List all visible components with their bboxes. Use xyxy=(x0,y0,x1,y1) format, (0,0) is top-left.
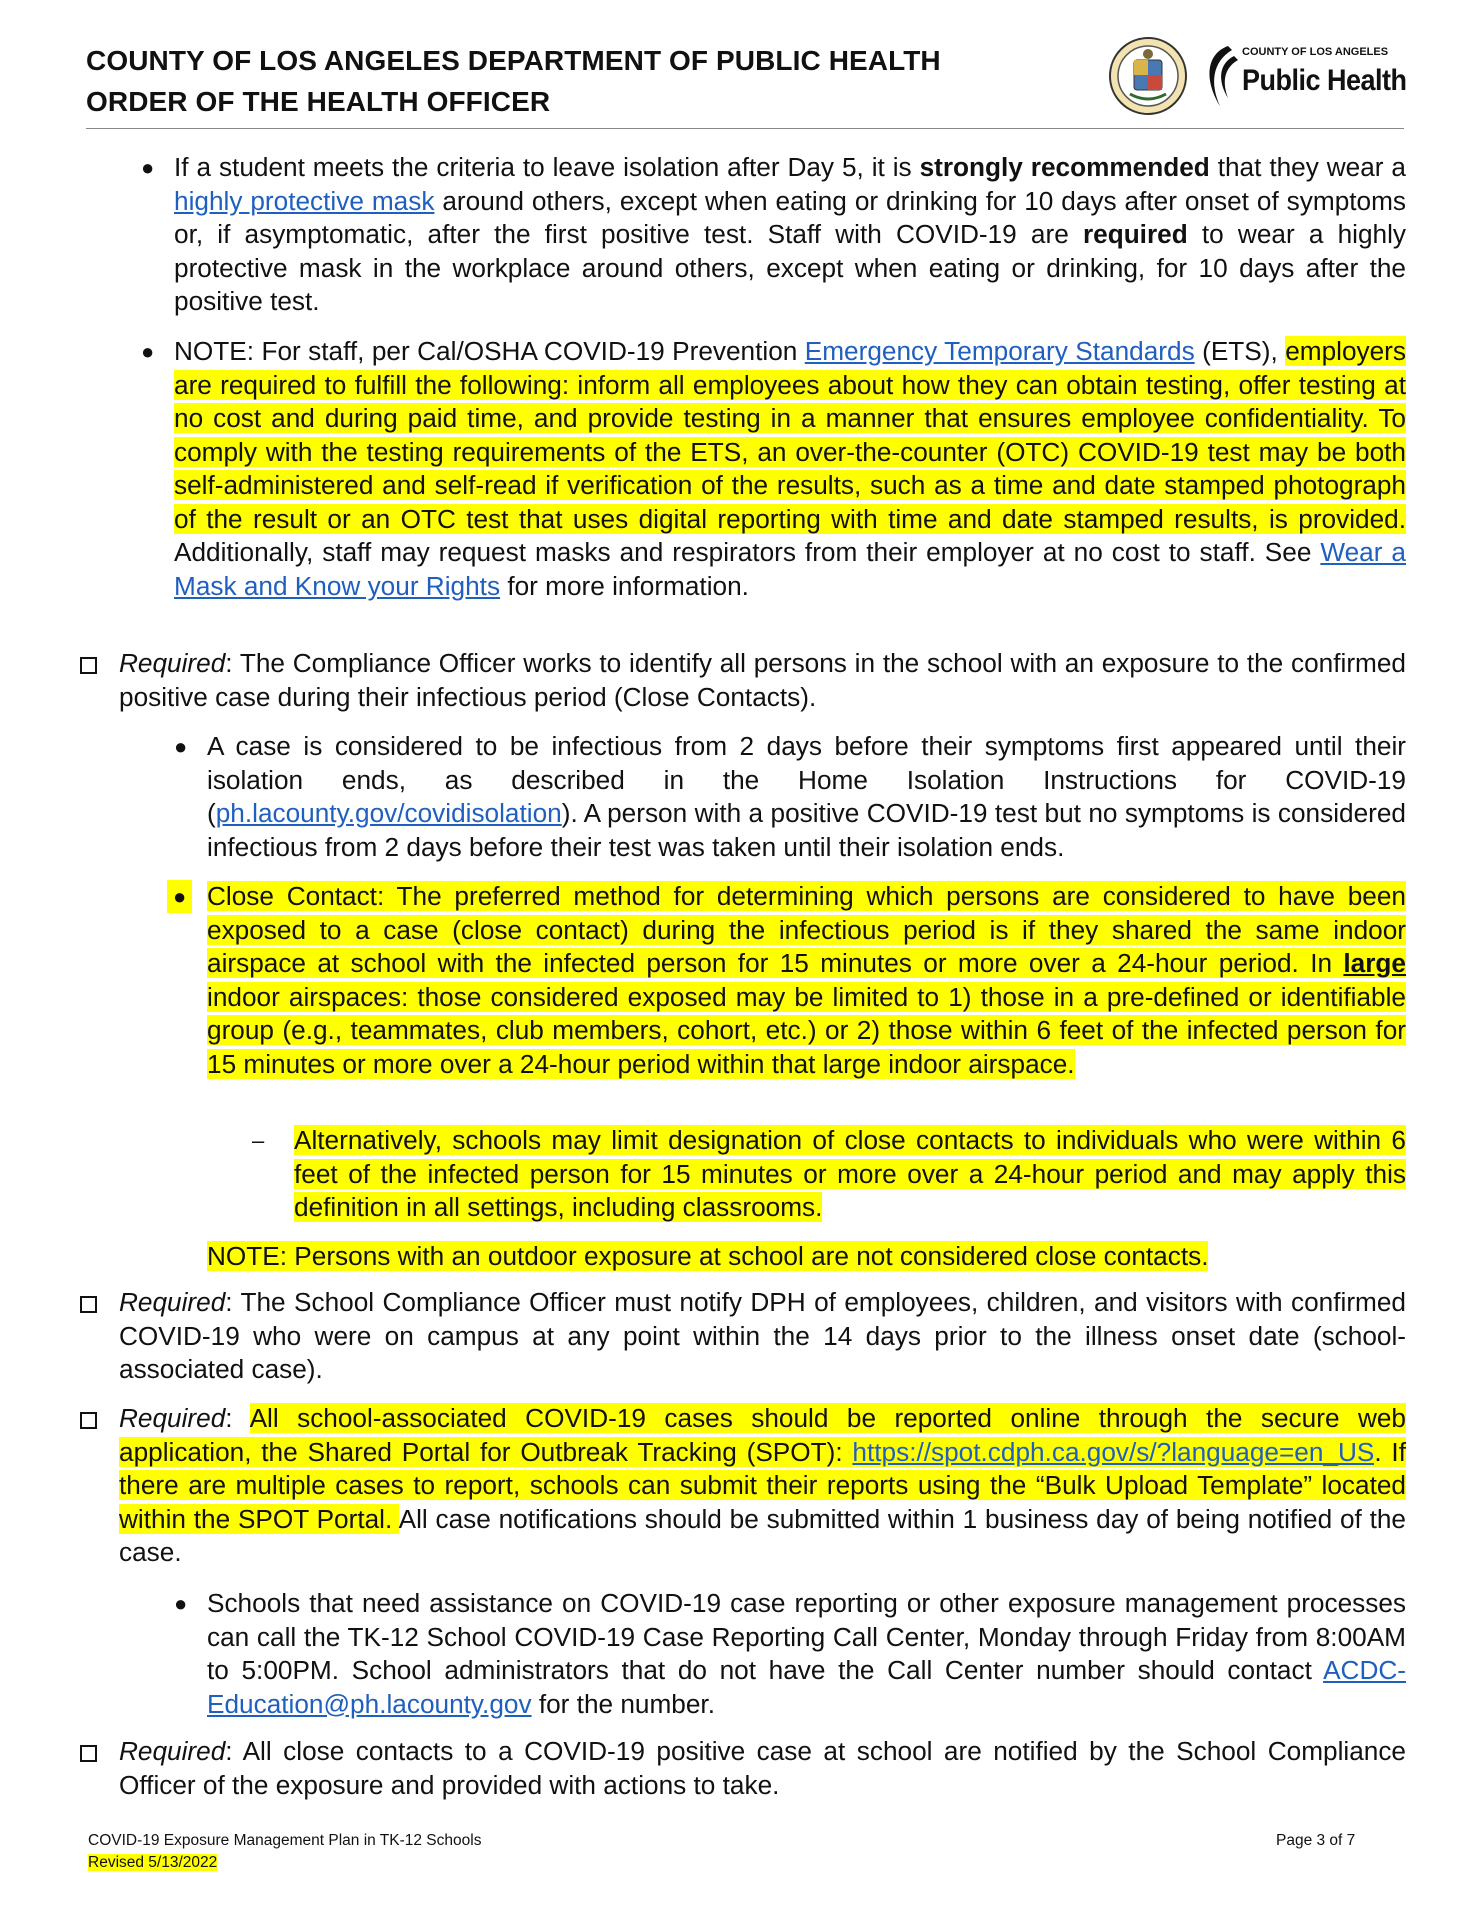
bullet-icon: ● xyxy=(174,1591,188,1616)
highlighted-text: NOTE: Persons with an outdoor exposure at school are not considered close contacts. xyxy=(207,1241,1209,1271)
checkbox-icon xyxy=(80,1296,97,1313)
wear-a-mask-rights-link[interactable]: Wear a Mask and Know your Rights xyxy=(174,537,1406,601)
list-item-infectious-period xyxy=(207,730,1406,864)
checkbox-icon xyxy=(80,1745,97,1762)
highlighted-text: . If there are multiple cases to report, schools can submit their reports using the “Bulk Upload Template” located within the SPOT Portal. xyxy=(119,1436,1406,1534)
highlighted-text: large xyxy=(1343,948,1406,978)
list-item-staff-note xyxy=(174,335,1406,603)
text-span: to wear a highly protective mask in the workplace around others, except when eating or drinking, for 10 days after the positive test. xyxy=(174,219,1406,316)
bullet-icon: ● xyxy=(174,734,188,759)
revised-date: Revised 5/13/2022 xyxy=(88,1854,218,1871)
highlighted-text: All school-associated COVID-19 cases should be reported online through the secure web application, the Shared Portal for Outbreak Tracking (SPOT): xyxy=(119,1403,1406,1467)
logo-county-text: COUNTY OF LOS ANGELES xyxy=(1242,46,1389,58)
highlighted-text: employers are required to fulfill the following: inform all employees about how they can obtain testing, offer testing at no cost and during paid time, and provide testing in a manner that ensures employee confidentiality. To comply with the testing requirements of the ETS, an over-the-counter (OTC) COVID-19 test may be both self-administered and self-read if verification of the results, such as a time and date stamped photograph of the result or an OTC test that uses digital reporting with time and date stamped results, is provided. xyxy=(174,336,1406,534)
county-seal-icon xyxy=(1108,36,1188,116)
text-span: for more information. xyxy=(500,570,749,601)
page-header xyxy=(86,40,941,122)
text-span: : The School Compliance Officer must notify DPH of employees, children, and visitors with confirmed COVID-19 who were on campus at any point within the 14 days prior to the illness onset date (school-associated case). xyxy=(119,1287,1406,1384)
highlighted-text: Close Contact: The preferred method for determining which persons are considered to have been exposed to a case (close contact) during the infectious period is if they shared the same indoor airspace at school with the infected person for 15 minutes or more over a 24-hour period. In xyxy=(207,881,1406,978)
text-span: Schools that need assistance on COVID-19 case reporting or other exposure management processes can call the TK-12 School COVID-19 Case Reporting Call Center, Monday through Friday from 8:00AM to 5:00PM. School administrators that do not have the Call Center number should contact xyxy=(207,1588,1406,1685)
text-span: : All close contacts to a COVID-19 positive case at school are notified by the School Compliance Officer of the exposure and provided with actions to take. xyxy=(119,1736,1406,1800)
text-span: for the number. xyxy=(531,1688,715,1719)
public-health-logo xyxy=(1198,40,1408,112)
highlighted-text: indoor airspaces: those considered exposed may be limited to 1) those in a pre-defined or identifiable group (e.g., teammates, club members, cohort, etc.) or 2) those within 6 feet of the infected person for 15 minutes or more over a 24-hour period within that large indoor airspace. xyxy=(207,981,1406,1079)
logo-public-health-text: Public Health xyxy=(1242,64,1407,97)
note-outdoor-exposure xyxy=(207,1240,1406,1274)
text-span: : xyxy=(225,1403,250,1433)
acdc-email-link[interactable]: ACDC-Education@ph.lacounty.gov xyxy=(207,1655,1406,1719)
highlighted-text: Alternatively, schools may limit designation of close contacts to individuals who were within 6 feet of the infected person for 15 minutes or more over a 24-hour period and may apply this definition in all settings, including classrooms. xyxy=(294,1125,1406,1222)
required-label: Required xyxy=(119,1403,226,1433)
text-span: If a student meets the criteria to leave isolation after Day 5, it is xyxy=(174,152,920,182)
text-span: Additionally, staff may request masks and respirators from their employer at no cost to staff. See xyxy=(174,537,1321,567)
footer-page-number: Page 3 of 7 xyxy=(1276,1832,1356,1849)
footer-doc-title: COVID-19 Exposure Management Plan in TK-12 Schools xyxy=(88,1832,482,1849)
spot-portal-link[interactable]: https://spot.cdph.ca.gov/s/?language=en_US xyxy=(852,1436,1375,1467)
text-span: around others, except when eating or drinking for 10 days after onset of symptoms or, if asymptomatic, after the first positive test. Staff with COVID-19 are xyxy=(174,185,1407,249)
required-label: Required xyxy=(119,1736,226,1766)
checkbox-icon xyxy=(80,1412,97,1429)
checkbox-icon xyxy=(80,657,97,674)
ets-link[interactable]: Emergency Temporary Standards xyxy=(804,336,1195,366)
list-item-alternative-designation xyxy=(294,1124,1406,1225)
text-span: NOTE: For staff, per Cal/OSHA COVID-19 Prevention xyxy=(174,336,805,366)
required-item-spot-reporting xyxy=(119,1402,1406,1570)
list-item-call-center xyxy=(207,1587,1406,1721)
highly-protective-mask-link[interactable]: highly protective mask xyxy=(174,185,435,216)
required-label: Required xyxy=(119,648,226,678)
dash-marker: – xyxy=(252,1128,265,1153)
footer-revised-date xyxy=(88,1852,217,1873)
header-line-2: ORDER OF THE HEALTH OFFICER xyxy=(86,86,551,117)
covid-isolation-link[interactable]: ph.lacounty.gov/covidisolation xyxy=(215,798,562,828)
header-divider xyxy=(86,128,1404,129)
bullet-icon: ● xyxy=(141,339,155,364)
bullet-icon: ● xyxy=(141,155,155,180)
required-item-identify-contacts xyxy=(119,647,1406,714)
bullet-icon: ● xyxy=(167,880,192,913)
text-span: : The Compliance Officer works to identify all persons in the school with an exposure to the confirmed positive case during their infectious period (Close Contacts). xyxy=(119,648,1406,712)
required-item-notify-dph xyxy=(119,1286,1406,1387)
list-item-close-contact xyxy=(207,880,1406,1081)
text-span: All case notifications should be submitted within 1 business day of being notified of the case. xyxy=(119,1503,1406,1567)
public-health-swoosh-icon xyxy=(1198,40,1240,112)
text-span: ). A person with a positive COVID-19 test but no symptoms is considered infectious from 2 days before their test was taken until their isolation ends. xyxy=(207,798,1406,862)
required-label: Required xyxy=(119,1287,226,1317)
text-span: required xyxy=(1082,219,1188,249)
text-span: that they wear a xyxy=(1209,152,1406,182)
text-span: (ETS), xyxy=(1194,336,1286,366)
text-span: A case is considered to be infectious from 2 days before their symptoms first appeared until their isolation ends, as described in the Home Isolation Instructions for COVID-19 ( xyxy=(207,731,1406,828)
text-span: strongly recommended xyxy=(919,152,1210,182)
required-item-notify-contacts xyxy=(119,1735,1406,1802)
header-line-1: COUNTY OF LOS ANGELES DEPARTMENT OF PUBLIC HEALTH xyxy=(86,45,941,76)
list-item-mask-recommendation xyxy=(174,151,1406,319)
